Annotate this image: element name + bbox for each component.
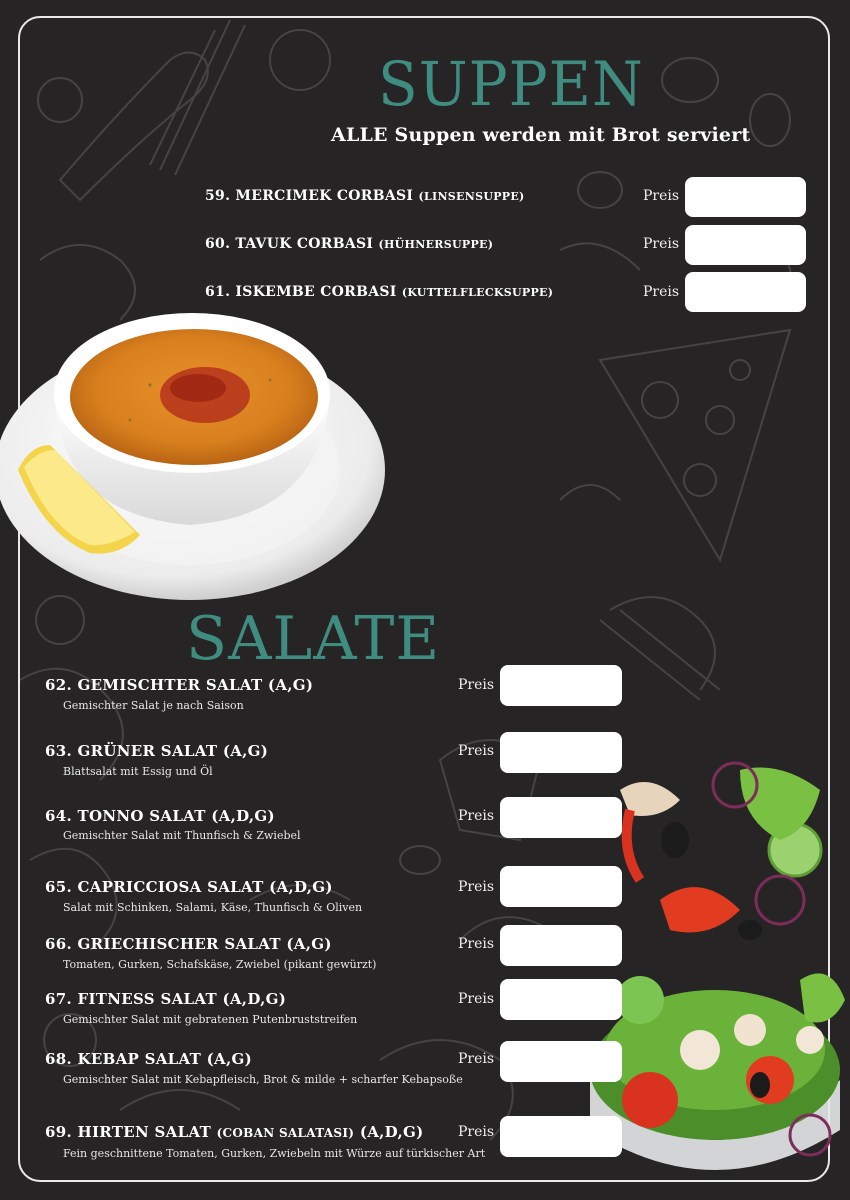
salad-item-description: Gemischter Salat je nach Saison [63, 699, 244, 712]
salad-item-name: 64. TONNO SALAT (A,D,G) [45, 807, 275, 825]
salad-item-allergens: (A,D,G) [359, 1123, 424, 1141]
salad-item-sub: (COBAN SALATASI) [216, 1126, 355, 1140]
price-box [500, 1041, 622, 1082]
suppen-title: SUPPEN [378, 48, 644, 120]
price-label: Preis [458, 1124, 495, 1140]
price-label: Preis [458, 677, 495, 693]
price-label: Preis [643, 188, 680, 204]
soup-item-sub: (HÜHNERSUPPE) [378, 238, 494, 251]
price-box [685, 177, 806, 217]
price-box [500, 797, 622, 838]
salad-item-description: Gemischter Salat mit Thunfisch & Zwiebel [63, 829, 301, 842]
salad-item-description: Blattsalat mit Essig und Öl [63, 765, 213, 778]
soup-item-60 [205, 236, 493, 252]
price-label: Preis [458, 991, 495, 1007]
price-box [500, 665, 622, 706]
price-box [500, 866, 622, 907]
salad-item-name: 66. GRIECHISCHER SALAT (A,G) [45, 935, 332, 953]
price-label: Preis [643, 284, 680, 300]
price-box [500, 979, 622, 1020]
salad-item-name: 62. GEMISCHTER SALAT (A,G) [45, 676, 314, 694]
salate-title: SALATE [186, 604, 441, 674]
salad-item-name: 65. CAPRICCIOSA SALAT (A,D,G) [45, 878, 333, 896]
salad-item-62 [45, 676, 313, 694]
soup-item-59 [205, 188, 525, 204]
salad-item-69 [45, 1123, 423, 1141]
price-label: Preis [458, 1051, 495, 1067]
price-label: Preis [458, 879, 495, 895]
price-box [500, 732, 622, 773]
lentil-soup-photo [0, 285, 400, 610]
price-box [685, 272, 806, 312]
salad-item-64 [45, 807, 275, 825]
price-label: Preis [458, 936, 495, 952]
salad-item-description: Salat mit Schinken, Salami, Käse, Thunfisch & Oliven [63, 901, 363, 914]
salad-item-description: Fein geschnittene Tomaten, Gurken, Zwiebeln mit Würze auf türkischer Art [63, 1147, 486, 1160]
soup-item-name: 61. ISKEMBE CORBASI [205, 284, 397, 300]
price-box [500, 1116, 622, 1157]
price-label: Preis [643, 236, 680, 252]
price-label: Preis [458, 808, 495, 824]
price-label: Preis [458, 743, 495, 759]
suppen-subtitle: ALLE Suppen werden mit Brot serviert [331, 124, 751, 146]
salad-item-description: Tomaten, Gurken, Schafskäse, Zwiebel (pikant gewürzt) [63, 958, 377, 971]
salad-item-63 [45, 742, 268, 760]
soup-item-sub: (KUTTELFLECKSUPPE) [401, 286, 554, 299]
salad-item-68 [45, 1050, 252, 1068]
price-box [500, 925, 622, 966]
salad-item-description: Gemischter Salat mit Kebapfleisch, Brot & milde + scharfer Kebapsoße [63, 1073, 463, 1086]
salad-item-65 [45, 878, 333, 896]
soup-item-sub: (LINSENSUPPE) [418, 190, 525, 203]
salad-item-name: 67. FITNESS SALAT (A,D,G) [45, 990, 287, 1008]
salad-item-name: 63. GRÜNER SALAT (A,G) [45, 742, 269, 760]
price-box [685, 225, 806, 265]
salad-item-66 [45, 935, 332, 953]
salad-item-description: Gemischter Salat mit gebratenen Putenbruststreifen [63, 1013, 358, 1026]
soup-item-name: 60. TAVUK CORBASI [205, 236, 374, 252]
salad-item-67 [45, 990, 286, 1008]
soup-item-name: 59. MERCIMEK CORBASI [205, 188, 414, 204]
salad-item-name: 68. KEBAP SALAT (A,G) [45, 1050, 252, 1068]
salad-item-name: 69. HIRTEN SALAT [45, 1123, 212, 1141]
